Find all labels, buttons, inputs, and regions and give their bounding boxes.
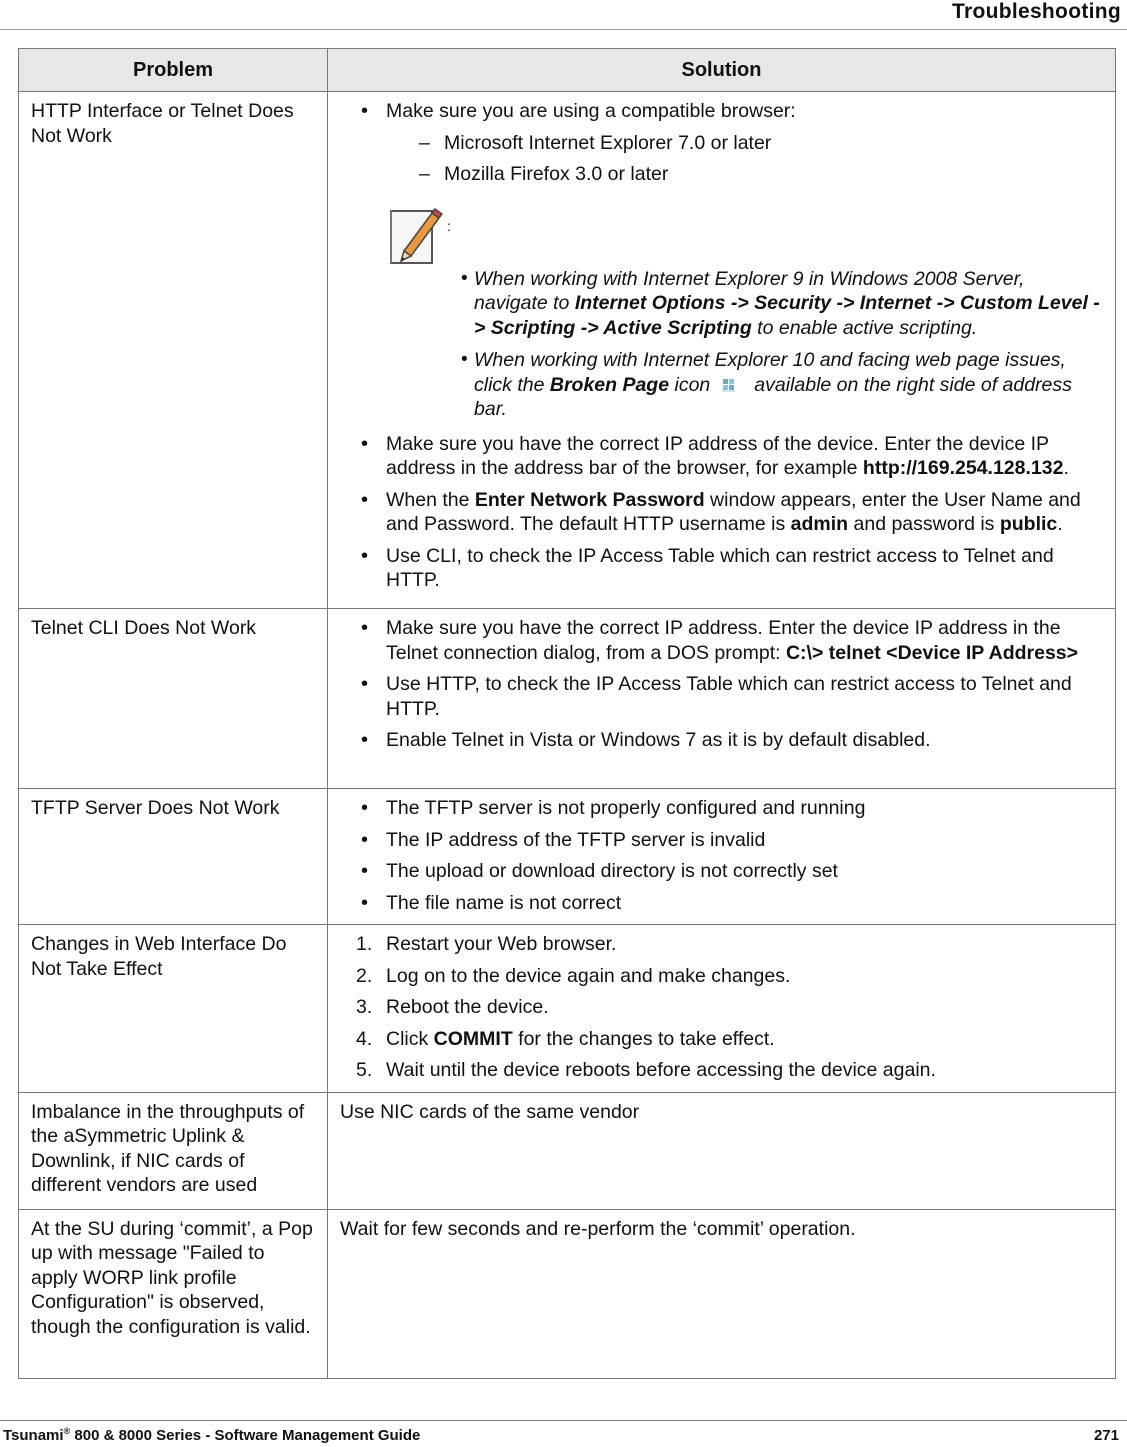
note-text: to enable active scripting. bbox=[751, 316, 978, 339]
telnet-command: C:\> telnet <Device IP Address> bbox=[785, 641, 1079, 664]
step-text: Wait until the device reboots before accessing the device again. bbox=[386, 1059, 936, 1081]
broken-page-label: Broken Page bbox=[549, 373, 670, 396]
note-block bbox=[388, 205, 1103, 422]
step-text: Reboot the device. bbox=[386, 996, 549, 1018]
registered-mark: ® bbox=[63, 1426, 71, 1436]
step-number: 3. bbox=[356, 996, 373, 1018]
table-row bbox=[19, 609, 1116, 789]
step-item bbox=[356, 932, 1103, 957]
step-text: Log on to the device again and make changes. bbox=[386, 964, 791, 987]
step-item bbox=[356, 1058, 1103, 1083]
step-text: Restart your Web browser. bbox=[386, 933, 617, 955]
note-icon-wrap bbox=[388, 205, 451, 267]
steps-list bbox=[340, 932, 1103, 1083]
solution-cell bbox=[328, 925, 1116, 1093]
solution-cell bbox=[328, 92, 1116, 609]
list-item bbox=[386, 616, 1103, 665]
page-number: 271 bbox=[1093, 1427, 1119, 1444]
list-item-text: When the bbox=[386, 488, 475, 511]
list-item: • Use HTTP, to check the IP Access Table which can restrict access to Telnet and HTTP. bbox=[386, 672, 1103, 721]
table-row bbox=[19, 1209, 1116, 1378]
footer-document-title bbox=[3, 1427, 420, 1444]
problem-cell: Telnet CLI Does Not Work bbox=[19, 609, 328, 789]
note-text: When working with Internet Explorer 10 and facing web page issues, click the bbox=[474, 349, 1066, 396]
page-header bbox=[0, 0, 1127, 30]
step-item bbox=[356, 964, 1103, 989]
list-item: – Mozilla Firefox 3.0 or later bbox=[444, 162, 1103, 187]
list-item bbox=[386, 432, 1103, 481]
step-number: 1. bbox=[356, 933, 373, 955]
note-item bbox=[474, 348, 1103, 422]
list-item: • Enable Telnet in Vista or Windows 7 as it is by default disabled. bbox=[386, 728, 1103, 753]
list-item: • The upload or download directory is not correctly set bbox=[386, 859, 1103, 884]
list-item-text: window appears, enter the User Name and and Password. The default HTTP username is bbox=[386, 488, 1081, 535]
column-header-solution: Solution bbox=[328, 49, 1116, 92]
section-title: Troubleshooting bbox=[952, 0, 1121, 23]
window-name: Enter Network Password bbox=[474, 488, 705, 511]
list-item: • The TFTP server is not properly configured and running bbox=[386, 796, 1103, 821]
pencil-note-icon bbox=[388, 205, 444, 267]
solution-list bbox=[340, 616, 1103, 753]
problem-cell: At the SU during ‘commit’, a Pop up with message "Failed to apply WORP link profile Configuration" is observed, though the configuration is valid. bbox=[19, 1209, 328, 1378]
list-item-text: Make sure you have the correct IP address of the device. Enter the device IP address in the address bar of the browser, for example bbox=[386, 432, 1049, 479]
example-url: http://169.254.128.132 bbox=[862, 457, 1064, 479]
list-item bbox=[386, 99, 1103, 422]
browser-list bbox=[386, 131, 1103, 187]
note-text: icon bbox=[669, 373, 711, 396]
list-item-text: . bbox=[1063, 457, 1069, 479]
table-row bbox=[19, 789, 1116, 925]
step-number: 4. bbox=[356, 1027, 373, 1050]
note-text: available on the right side of address bar. bbox=[474, 373, 1072, 420]
step-text: for the changes to take effect. bbox=[512, 1027, 775, 1050]
solution-cell bbox=[328, 609, 1116, 789]
column-header-problem: Problem bbox=[19, 49, 328, 92]
brand-name: Tsunami bbox=[3, 1427, 64, 1444]
table-row bbox=[19, 92, 1116, 609]
table-row bbox=[19, 925, 1116, 1093]
list-item: • The file name is not correct bbox=[386, 891, 1103, 916]
list-item-text: and password is bbox=[848, 513, 1000, 535]
guide-title: 800 & 8000 Series - Software Management Guide bbox=[70, 1427, 421, 1444]
list-item: – Microsoft Internet Explorer 7.0 or later bbox=[444, 131, 1103, 156]
table-row bbox=[19, 1092, 1116, 1209]
solution-list bbox=[340, 796, 1103, 915]
list-item bbox=[386, 488, 1103, 537]
list-item: • The IP address of the TFTP server is invalid bbox=[386, 828, 1103, 853]
solution-list bbox=[340, 99, 1103, 593]
step-item bbox=[356, 1027, 1103, 1052]
note-list bbox=[388, 267, 1103, 422]
list-item-text: . bbox=[1057, 513, 1063, 535]
step-item bbox=[356, 995, 1103, 1020]
list-item-text: Make sure you are using a compatible browser: bbox=[386, 100, 796, 122]
step-number: 5. bbox=[356, 1059, 373, 1081]
problem-cell: Changes in Web Interface Do Not Take Effect bbox=[19, 925, 328, 1093]
problem-cell: TFTP Server Does Not Work bbox=[19, 789, 328, 925]
note-text: When working with Internet Explorer 9 in Windows 2008 Server, navigate to bbox=[474, 267, 1025, 314]
step-number: 2. bbox=[356, 964, 373, 987]
commit-label: COMMIT bbox=[433, 1027, 513, 1050]
page-footer bbox=[0, 1420, 1127, 1447]
table-header-row bbox=[19, 49, 1116, 92]
broken-page-icon bbox=[716, 374, 740, 396]
default-password: public bbox=[999, 513, 1058, 535]
note-item bbox=[474, 267, 1103, 341]
list-item: • Use CLI, to check the IP Access Table which can restrict access to Telnet and HTTP. bbox=[386, 544, 1103, 593]
step-text: Click bbox=[386, 1027, 434, 1050]
troubleshooting-table bbox=[18, 48, 1116, 1379]
solution-cell bbox=[328, 789, 1116, 925]
note-colon: : bbox=[447, 217, 451, 234]
menu-path: Internet Options -> Security -> Internet -> Custom Level -> Scripting -> Active Scripting bbox=[474, 292, 1100, 339]
problem-cell: HTTP Interface or Telnet Does Not Work bbox=[19, 92, 328, 609]
default-username: admin bbox=[790, 513, 849, 535]
solution-cell: Wait for few seconds and re-perform the ‘commit’ operation. bbox=[328, 1209, 1116, 1378]
list-item-text: Make sure you have the correct IP address. Enter the device IP address in the Telnet connection dialog, from a DOS prompt: bbox=[386, 617, 1061, 664]
solution-cell: Use NIC cards of the same vendor bbox=[328, 1092, 1116, 1209]
problem-cell: Imbalance in the throughputs of the aSymmetric Uplink & Downlink, if NIC cards of different vendors are used bbox=[19, 1092, 328, 1209]
